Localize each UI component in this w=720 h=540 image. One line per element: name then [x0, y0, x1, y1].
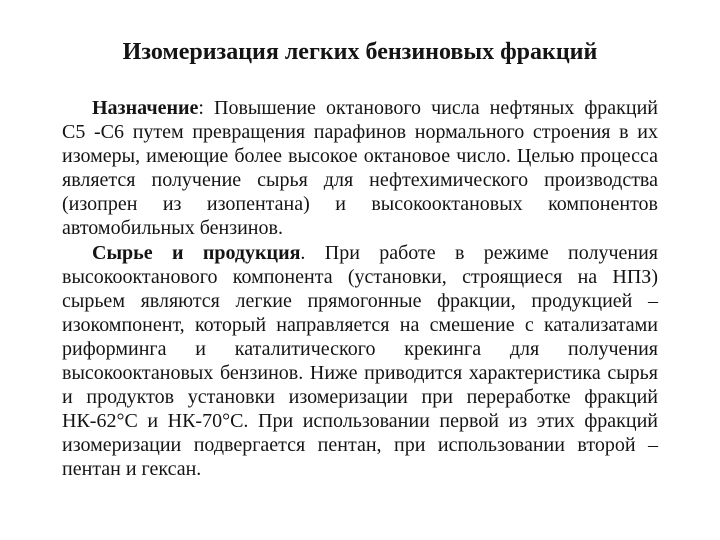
purpose-paragraph [62, 96, 658, 241]
purpose-separator: : [198, 97, 204, 119]
feed-products-heading: Сырье и продукция [92, 241, 301, 264]
feed-products-text: При работе в режиме получения высокооктанового компонента (установки, строящиеся на НПЗ) сырьем являются легкие прямогонные фракции, продукцией – изокомпонент, который направляется на смешение с катализатами риформинга и каталитического крекинга для получения высокооктановых бензинов. Ниже приводится характеристика сырья и продуктов установки изомеризации при переработке фракций НК-62°С и НК-70°С. При использовании первой из этих фракций изомеризации подвергается пентан, при использовании второй – пентан и гексан. [62, 241, 658, 481]
feed-products-paragraph [62, 241, 658, 482]
slide-body [62, 96, 658, 482]
slide-title: Изомеризация легких бензиновых фракций [122, 39, 598, 65]
purpose-text: Повышение октанового числа нефтяных фракций С5 -С6 путем превращения парафинов нормального строения в их изомеры, имеющие более высокое октановое число. Целью процесса является получение сырья для нефтехимического производства (изопрен из изопентана) и высокооктановых компонентов автомобильных бензинов. [62, 97, 658, 240]
purpose-heading: Назначение [92, 97, 199, 119]
feed-products-separator: . [300, 241, 306, 264]
